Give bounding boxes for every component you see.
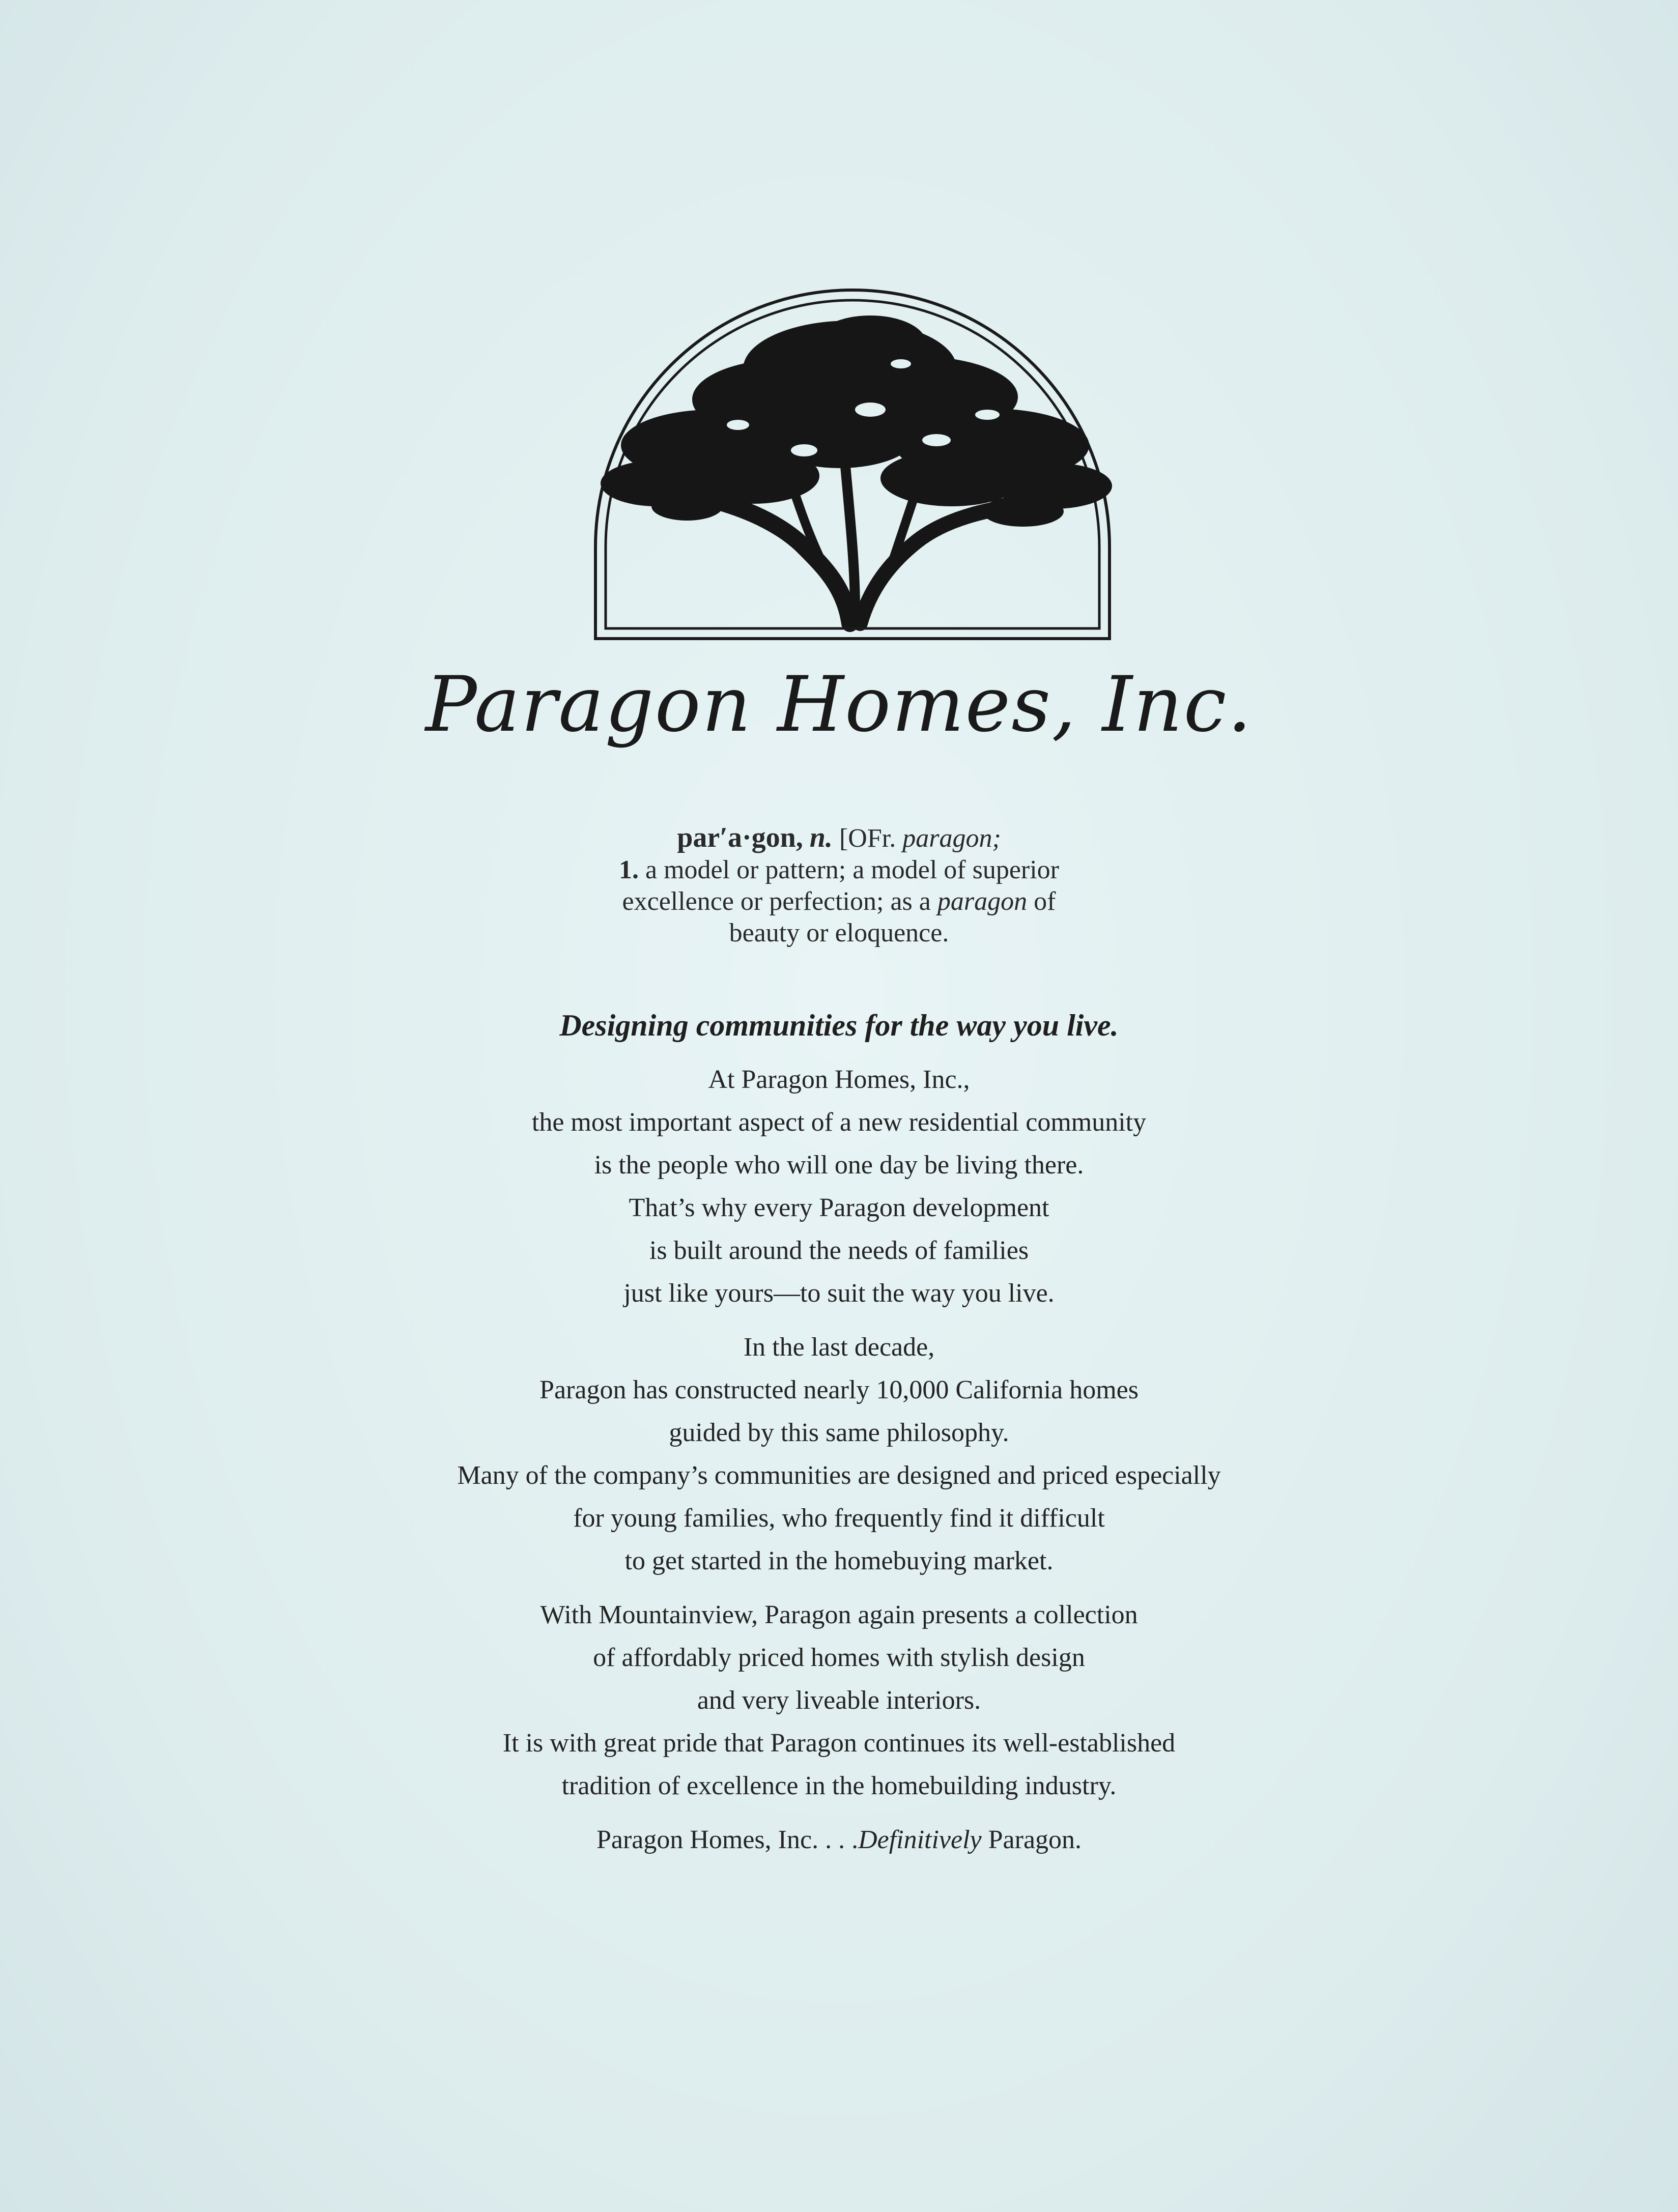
paragraph-line: guided by this same philosophy. [669, 1418, 1009, 1447]
definition-line-2 [0, 854, 1678, 886]
definition-sense-text: a model or pattern; a model of superior [645, 855, 1059, 884]
brand-wordmark: Paragon Homes, Inc. [425, 660, 1253, 749]
definition-line-4: beauty or eloquence. [729, 918, 949, 947]
paragraph-line: and very liveable interiors. [697, 1686, 981, 1715]
paragraph-line: is built around the needs of families [649, 1236, 1029, 1265]
paragraph-line: With Mountainview, Paragon again presents a collection [540, 1600, 1138, 1629]
oak-tree-arch-icon [585, 282, 1120, 649]
paragraph-line: In the last decade, [743, 1333, 935, 1362]
closing-italic: Definitively [858, 1825, 982, 1854]
paragraph-line: Many of the company’s communities are designed and priced especially [457, 1461, 1221, 1490]
tree-logo [585, 282, 1120, 649]
definition-text-b: of [1034, 887, 1056, 916]
paragraph-line: to get started in the homebuying market. [624, 1546, 1054, 1575]
paragraph-3 [0, 1594, 1678, 1807]
paragraph-line: the most important aspect of a new residential community [531, 1108, 1147, 1137]
definition-line-3 [0, 886, 1678, 917]
definition-sense-number: 1. [619, 855, 639, 884]
paragraph-line: At Paragon Homes, Inc., [708, 1065, 970, 1094]
closing-tail: Paragon. [988, 1825, 1082, 1854]
closing-line [0, 1819, 1678, 1861]
paragraph-line: Paragon has constructed nearly 10,000 California homes [539, 1375, 1139, 1404]
paragraph-line: tradition of excellence in the homebuilding industry. [561, 1771, 1117, 1800]
tagline: Designing communities for the way you live. [559, 1009, 1119, 1042]
definition-headword: par′a·gon, [677, 822, 803, 853]
paragraph-2 [0, 1326, 1678, 1583]
paragraph-line: It is with great pride that Paragon continues its well-established [502, 1729, 1176, 1758]
paragraph-line: for young families, who frequently find it difficult [573, 1504, 1105, 1533]
paragraph-line: of affordably priced homes with stylish design [593, 1643, 1085, 1672]
definition-text-a: excellence or perfection; as a [622, 887, 931, 916]
paragraph-line: is the people who will one day be living there. [594, 1151, 1084, 1180]
closing-lead: Paragon Homes, Inc. . . . [596, 1825, 859, 1854]
definition-etymology-word: paragon; [902, 824, 1001, 853]
paragraph-line: just like yours—to suit the way you live. [623, 1279, 1055, 1308]
definition-text-italic: paragon [937, 887, 1028, 916]
paragraph-1 [0, 1058, 1678, 1315]
definition-line-1 [0, 822, 1678, 854]
body-copy [0, 1058, 1678, 1873]
definition-etymology-prefix: [OFr. [839, 824, 896, 853]
dictionary-definition [0, 822, 1678, 949]
paragraph-line: That’s why every Paragon development [629, 1193, 1049, 1222]
definition-part-of-speech: n. [809, 822, 833, 853]
